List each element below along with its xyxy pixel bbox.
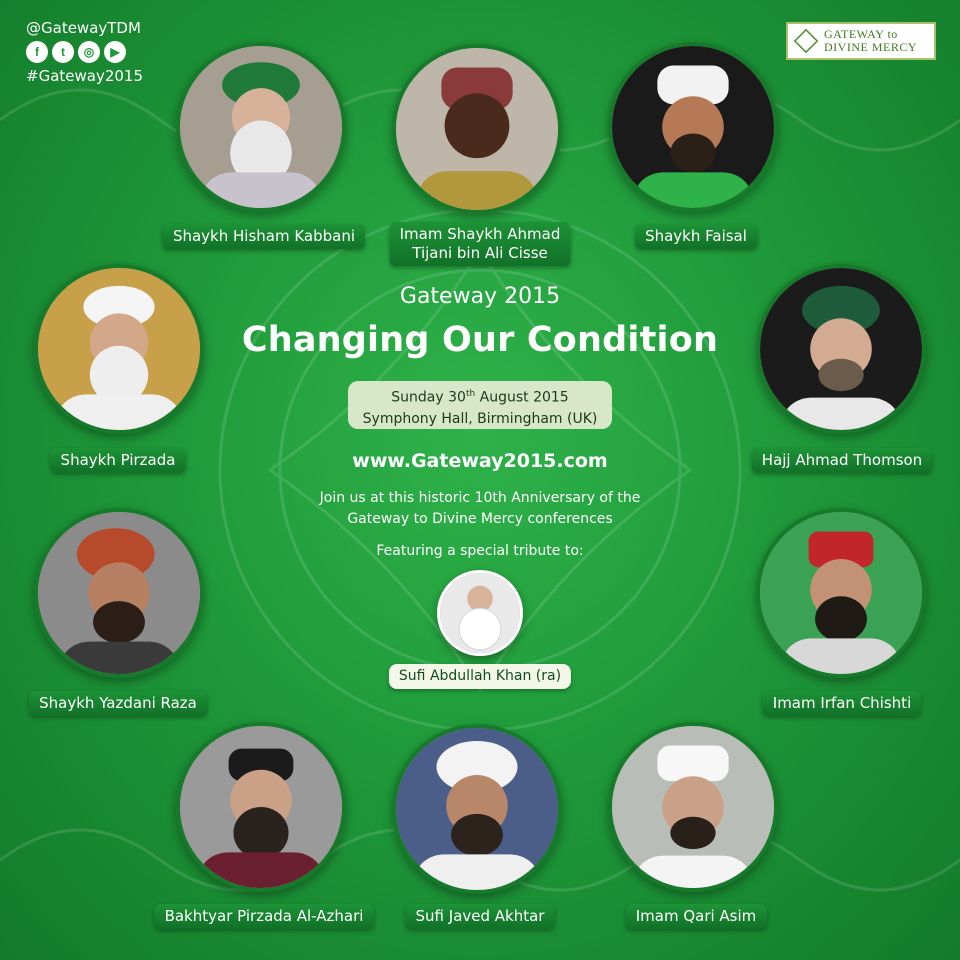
twitter-handle[interactable]: @GatewayTDM bbox=[26, 19, 141, 37]
speaker-photo bbox=[176, 42, 346, 212]
speaker-label: Shaykh Faisal bbox=[635, 224, 757, 249]
twitter-icon[interactable]: t bbox=[52, 41, 74, 63]
event-title: Changing Our Condition bbox=[241, 320, 719, 360]
speaker-label: Imam Irfan Chishti bbox=[763, 691, 921, 716]
event-venue: Symphony Hall, Birmingham (UK) bbox=[362, 410, 598, 427]
speaker-name-line-1: Imam Shaykh Ahmad bbox=[399, 225, 561, 243]
speaker-label: Shaykh Yazdani Raza bbox=[29, 691, 207, 716]
speaker-photo bbox=[392, 724, 562, 894]
speaker-label: Shaykh Hisham Kabbani bbox=[163, 224, 365, 249]
speaker-label: Imam Qari Asim bbox=[626, 904, 767, 929]
speaker-photo bbox=[608, 42, 778, 212]
speaker-label: Sufi Javed Akhtar bbox=[406, 904, 555, 929]
speaker-photo bbox=[392, 44, 562, 214]
logo-line-1: GATEWAY to bbox=[824, 27, 898, 41]
tribute-label: Sufi Abdullah Khan (ra) bbox=[389, 664, 571, 689]
event-subtitle: Gateway 2015 bbox=[399, 284, 561, 309]
event-description: Join us at this historic 10th Anniversary of the Gateway to Divine Mercy conferences bbox=[319, 490, 641, 527]
social-block bbox=[26, 18, 143, 86]
speaker-photo bbox=[756, 508, 926, 678]
instagram-icon[interactable]: ◎ bbox=[78, 41, 100, 63]
logo-mark-icon bbox=[794, 29, 818, 53]
logo-line-2: DIVINE MERCY bbox=[824, 40, 917, 54]
speaker-label: Hajj Ahmad Thomson bbox=[752, 448, 932, 473]
facebook-icon[interactable]: f bbox=[26, 41, 48, 63]
feature-text: Featuring a special tribute to: bbox=[376, 543, 584, 559]
youtube-icon[interactable]: ▶ bbox=[104, 41, 126, 63]
tribute-photo bbox=[437, 570, 523, 656]
speaker-label-multiline bbox=[390, 222, 571, 266]
speaker-photo bbox=[608, 722, 778, 892]
speaker-photo bbox=[34, 508, 204, 678]
speaker-photo bbox=[176, 722, 346, 892]
gateway-logo bbox=[786, 22, 936, 60]
date-box bbox=[348, 381, 612, 429]
event-url-link[interactable]: www.Gateway2015.com bbox=[352, 450, 608, 472]
speaker-label: Shaykh Pirzada bbox=[51, 448, 186, 473]
speaker-name-line-2: Tijani bin Ali Cisse bbox=[412, 244, 548, 262]
hashtag[interactable]: #Gateway2015 bbox=[26, 67, 144, 85]
speaker-label: Bakhtyar Pirzada Al-Azhari bbox=[155, 904, 374, 929]
event-date: Sunday 30th August 2015 bbox=[391, 389, 569, 406]
